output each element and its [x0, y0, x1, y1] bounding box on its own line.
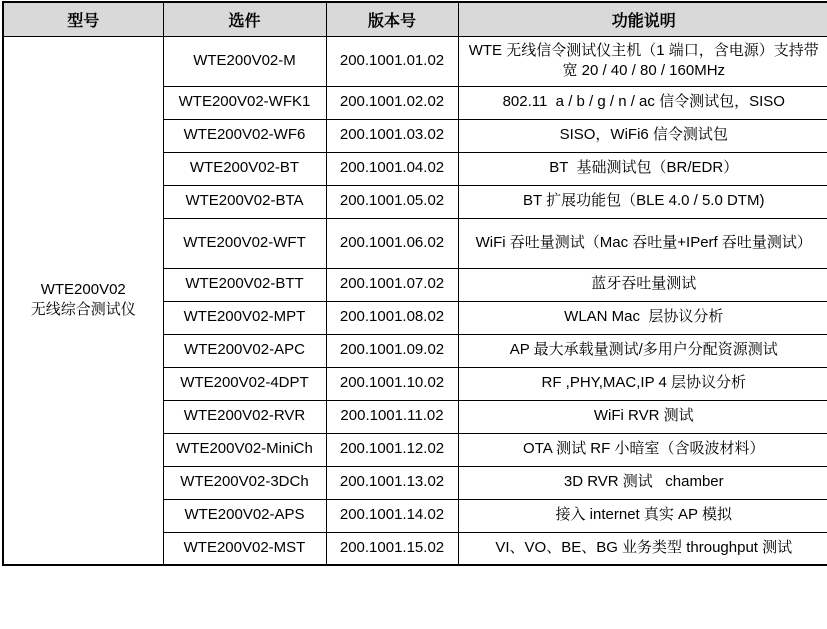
- header-version: 版本号: [326, 2, 458, 36]
- version-cell: 200.1001.06.02: [326, 218, 458, 268]
- version-cell: 200.1001.09.02: [326, 334, 458, 367]
- version-cell: 200.1001.07.02: [326, 268, 458, 301]
- option-cell: WTE200V02-MST: [163, 532, 326, 565]
- document-page: [0, 1, 827, 629]
- option-cell: WTE200V02-WFT: [163, 218, 326, 268]
- header-row: [3, 2, 827, 36]
- option-cell: WTE200V02-WF6: [163, 119, 326, 152]
- desc-cell: VI、VO、BE、BG 业务类型 throughput 测试: [458, 532, 827, 565]
- desc-cell: 802.11 a / b / g / n / ac 信令测试包，SISO: [458, 86, 827, 119]
- option-cell: WTE200V02-M: [163, 36, 326, 86]
- option-cell: WTE200V02-RVR: [163, 400, 326, 433]
- desc-cell: WLAN Mac 层协议分析: [458, 301, 827, 334]
- version-cell: 200.1001.01.02: [326, 36, 458, 86]
- version-cell: 200.1001.03.02: [326, 119, 458, 152]
- model-cell: [3, 36, 163, 565]
- option-cell: WTE200V02-APC: [163, 334, 326, 367]
- version-cell: 200.1001.12.02: [326, 433, 458, 466]
- desc-cell: BT 扩展功能包（BLE 4.0 / 5.0 DTM): [458, 185, 827, 218]
- version-cell: 200.1001.08.02: [326, 301, 458, 334]
- header-function: 功能说明: [458, 2, 827, 36]
- desc-cell: WiFi 吞吐量测试（Mac 吞吐量+IPerf 吞吐量测试）: [458, 218, 827, 268]
- option-cell: WTE200V02-BTA: [163, 185, 326, 218]
- desc-cell: OTA 测试 RF 小暗室（含吸波材料）: [458, 433, 827, 466]
- version-cell: 200.1001.10.02: [326, 367, 458, 400]
- option-cell: WTE200V02-4DPT: [163, 367, 326, 400]
- desc-cell: 接入 internet 真实 AP 模拟: [458, 499, 827, 532]
- desc-cell: WTE 无线信令测试仪主机（1 端口，含电源）支持带宽 20 / 40 / 80 / 160MHz: [458, 36, 827, 86]
- desc-cell: WiFi RVR 测试: [458, 400, 827, 433]
- desc-cell: SISO，WiFi6 信令测试包: [458, 119, 827, 152]
- version-cell: 200.1001.04.02: [326, 152, 458, 185]
- version-cell: 200.1001.02.02: [326, 86, 458, 119]
- model-name: WTE200V02: [40, 281, 126, 298]
- option-cell: WTE200V02-3DCh: [163, 466, 326, 499]
- option-cell: WTE200V02-MPT: [163, 301, 326, 334]
- model-label: 无线综合测试仪: [30, 301, 136, 319]
- version-cell: 200.1001.11.02: [326, 400, 458, 433]
- header-option: 选件: [163, 2, 326, 36]
- option-cell: WTE200V02-MiniCh: [163, 433, 326, 466]
- desc-cell: RF ,PHY,MAC,IP 4 层协议分析: [458, 367, 827, 400]
- desc-cell: 蓝牙吞吐量测试: [458, 268, 827, 301]
- version-cell: 200.1001.15.02: [326, 532, 458, 565]
- desc-cell: BT 基础测试包（BR/EDR）: [458, 152, 827, 185]
- desc-cell: AP 最大承载量测试/多用户分配资源测试: [458, 334, 827, 367]
- header-model: 型号: [3, 2, 163, 36]
- option-cell: WTE200V02-WFK1: [163, 86, 326, 119]
- desc-cell: 3D RVR 测试 chamber: [458, 466, 827, 499]
- table-row: [3, 36, 827, 86]
- spec-table: [2, 1, 827, 566]
- option-cell: WTE200V02-APS: [163, 499, 326, 532]
- option-cell: WTE200V02-BTT: [163, 268, 326, 301]
- option-cell: WTE200V02-BT: [163, 152, 326, 185]
- version-cell: 200.1001.13.02: [326, 466, 458, 499]
- version-cell: 200.1001.05.02: [326, 185, 458, 218]
- version-cell: 200.1001.14.02: [326, 499, 458, 532]
